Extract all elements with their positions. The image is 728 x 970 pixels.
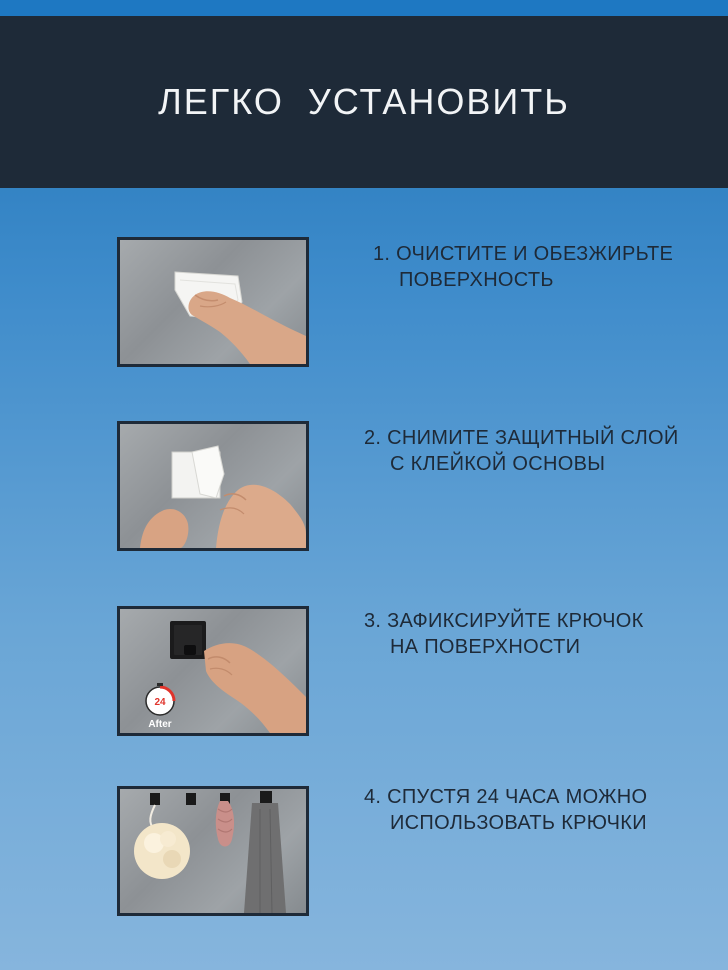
pressing-hook-photo <box>117 606 309 736</box>
step-3 <box>0 606 728 736</box>
step-1 <box>0 237 728 367</box>
step-2-text <box>364 425 679 477</box>
step-2 <box>0 421 728 551</box>
step-2-line-2: С КЛЕЙКОЙ ОСНОВЫ <box>390 453 606 475</box>
step-4-text <box>364 784 647 836</box>
step-1-line-1: 1. ОЧИСТИТЕ И ОБЕЗЖИРЬТЕ <box>373 243 674 265</box>
timer-label: After <box>148 719 172 730</box>
step-2-line-1: 2. СНИМИТЕ ЗАЩИТНЫЙ СЛОЙ <box>364 427 679 449</box>
step-3-line-2: НА ПОВЕРХНОСТИ <box>390 636 581 658</box>
top-accent-band <box>0 0 728 16</box>
step-3-text <box>364 608 644 660</box>
page-title: ЛЕГКО УСТАНОВИТЬ <box>158 81 570 122</box>
step-1-line-2: ПОВЕРХНОСТЬ <box>399 269 554 291</box>
peeling-film-photo <box>117 421 309 551</box>
step-1-text <box>373 241 673 293</box>
step-4-line-1: 4. СПУСТЯ 24 ЧАСА МОЖНО <box>364 786 648 808</box>
step-4-line-2: ИСПОЛЬЗОВАТЬ КРЮЧКИ <box>390 812 647 834</box>
step-4 <box>0 786 728 916</box>
hooks-in-use-photo <box>117 786 309 916</box>
step-3-line-1: 3. ЗАФИКСИРУЙТЕ КРЮЧОК <box>364 610 644 632</box>
wiping-surface-photo <box>117 237 309 367</box>
timer-number: 24 <box>154 697 166 708</box>
header-banner <box>0 16 728 188</box>
